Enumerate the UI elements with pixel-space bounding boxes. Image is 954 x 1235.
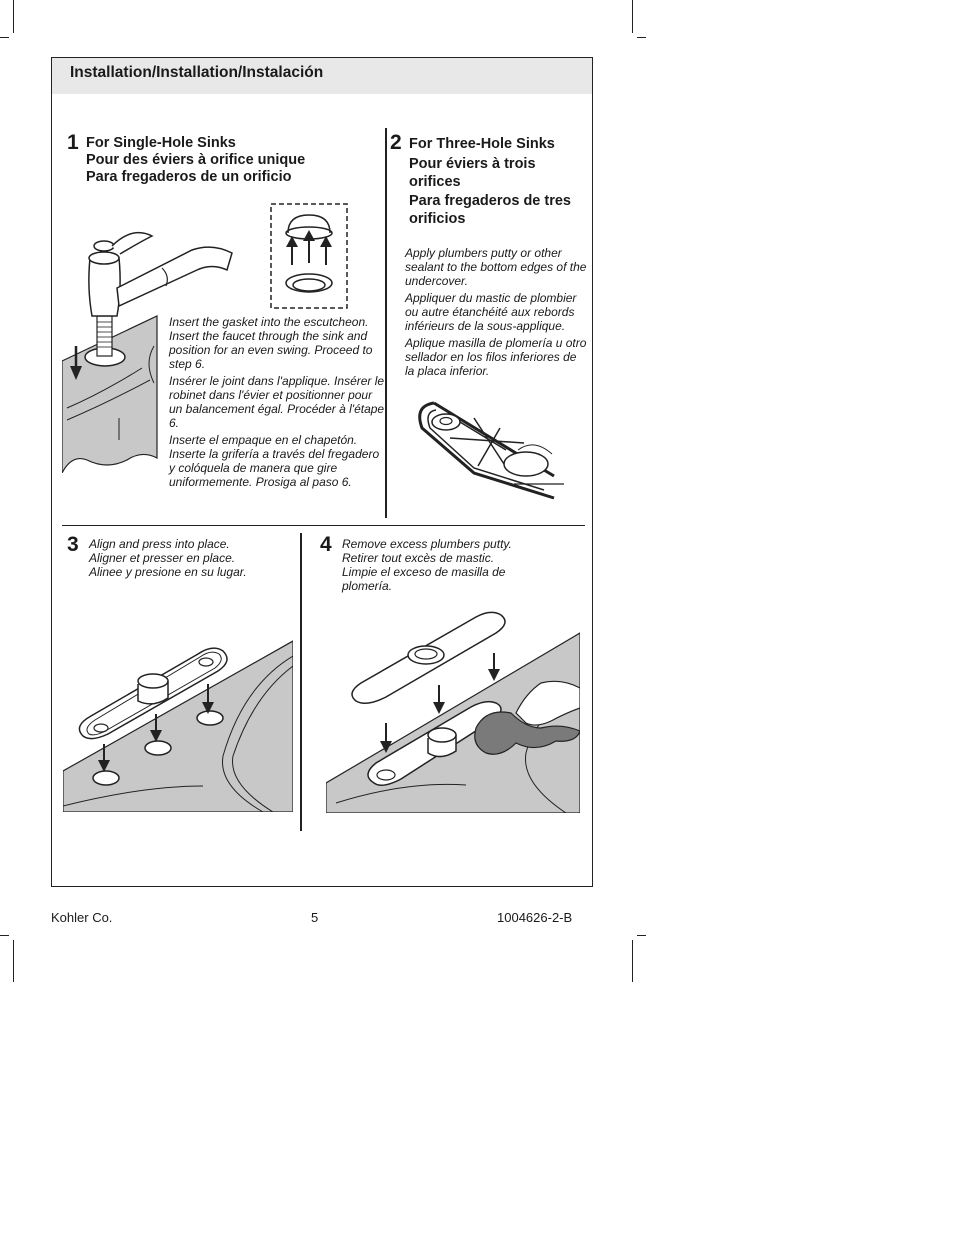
crop-mark <box>637 37 646 38</box>
footer-document-number: 1004626-2-B <box>497 910 573 925</box>
step-2-number: 2 <box>390 131 402 154</box>
step-1-instructions <box>169 315 385 492</box>
step-2-heading-fr: Pour éviers à trois orifices <box>409 156 536 190</box>
section-title: Installation/Installation/Instalación <box>70 64 324 81</box>
step-4-instruction-es: Limpie el exceso de masilla de plomería. <box>342 565 506 593</box>
step-4-number: 4 <box>320 533 332 556</box>
crop-mark <box>13 0 14 33</box>
step-2-instruction-en: Apply plumbers putty or other sealant to the bottom edges of the undercover. <box>405 246 587 288</box>
step-4-instruction-en: Remove excess plumbers putty. <box>342 537 512 551</box>
crop-mark <box>13 940 14 982</box>
step-1-number: 1 <box>67 131 79 154</box>
column-divider <box>385 128 387 518</box>
three-hole-sink-illustration <box>63 636 293 812</box>
installation-frame <box>51 57 593 887</box>
step-3-number: 3 <box>67 533 79 556</box>
step-2-heading-en: For Three-Hole Sinks <box>409 136 555 152</box>
column-divider <box>300 533 302 831</box>
gasket-detail-illustration <box>270 203 348 309</box>
step-1-instruction-fr: Insérer le joint dans l'applique. Insérer le robinet dans l'évier et positionner pour un balancement égal. Procéder à l'étape 6. <box>169 374 385 430</box>
step-1-instruction-es: Inserte el empaque en el chapetón. Inserte la grifería a través del fregadero y colóquela de manera que gire uniformemente. Prosiga al paso 6. <box>169 433 380 489</box>
step-2-instruction-fr: Appliquer du mastic de plombier ou autre étanchéité aux rebords inférieurs de la sous-applique. <box>405 291 577 333</box>
step-1-instruction-en: Insert the gasket into the escutcheon. Insert the faucet through the sink and position for an even swing. Proceed to step 6. <box>169 315 373 371</box>
step-4-instructions <box>342 537 532 593</box>
step-3-instruction-es: Alinee y presione en su lugar. <box>89 565 247 579</box>
step-2-instruction-es: Aplique masilla de plomería u otro sellador en los filos inferiores de la placa inferior. <box>405 336 587 378</box>
step-2-instructions <box>405 246 589 381</box>
step-1-heading-fr: Pour des éviers à orifice unique <box>86 152 306 168</box>
step-3-instructions <box>89 537 289 579</box>
footer-company: Kohler Co. <box>51 910 113 925</box>
crop-mark <box>0 935 9 936</box>
wipe-putty-illustration <box>326 603 580 813</box>
crop-mark <box>632 940 633 982</box>
step-3-instruction-fr: Aligner et presser en place. <box>89 551 236 565</box>
undercover-illustration <box>414 398 564 503</box>
crop-mark <box>0 37 9 38</box>
footer-page-number: 5 <box>311 910 319 925</box>
step-4-instruction-fr: Retirer tout excès de mastic. <box>342 551 495 565</box>
step-1-heading-en: For Single-Hole Sinks <box>86 135 236 151</box>
step-2-heading-es: Para fregaderos de tres orificios <box>409 193 571 227</box>
crop-mark <box>637 935 646 936</box>
row-divider <box>62 525 585 526</box>
section-banner <box>52 58 592 94</box>
crop-mark <box>632 0 633 33</box>
step-1-heading-es: Para fregaderos de un orificio <box>86 169 292 185</box>
step-3-instruction-en: Align and press into place. <box>89 537 230 551</box>
